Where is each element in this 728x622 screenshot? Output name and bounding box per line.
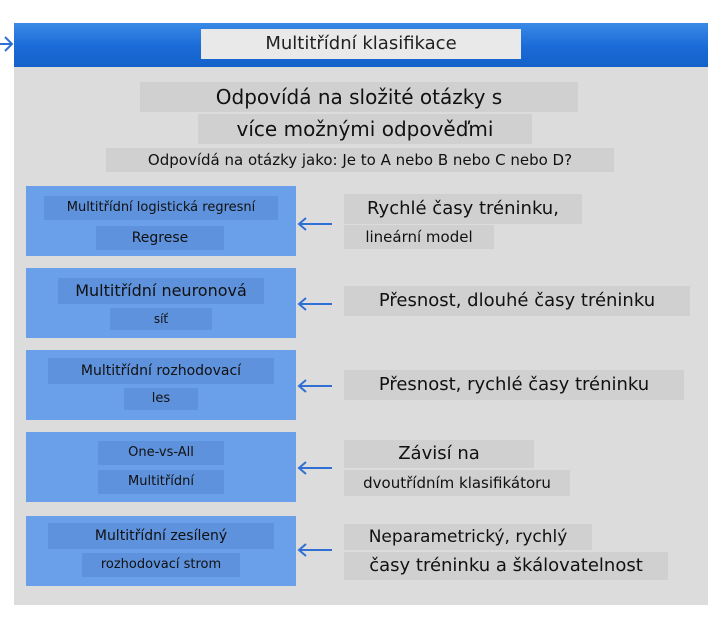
- note-line-1: Přesnost, dlouhé časy tréninku: [344, 286, 690, 316]
- note-line-1: Rychlé časy tréninku,: [344, 194, 582, 224]
- intro-line-1: Odpovídá na složité otázky s: [140, 82, 578, 112]
- arrow-left-icon: [297, 296, 333, 312]
- model-label-line-2: rozhodovací strom: [82, 553, 240, 577]
- model-label-line-1: Multitřídní rozhodovací: [48, 358, 274, 384]
- note-line-1: Závisí na: [344, 440, 534, 468]
- note-line-1: Neparametrický, rychlý: [344, 524, 592, 550]
- intro-line-3: Odpovídá na otázky jako: Je to A nebo B nebo C nebo D?: [106, 148, 614, 172]
- note-line-2: časy tréninku a škálovatelnost: [344, 552, 668, 580]
- model-label-line-2: les: [124, 388, 198, 410]
- model-label-line-2: Regrese: [96, 226, 224, 250]
- model-label-line-2: síť: [110, 308, 212, 330]
- note-line-2: dvoutřídním klasifikátoru: [344, 470, 570, 496]
- arrow-right-icon: [0, 30, 14, 58]
- arrow-left-icon: [297, 460, 333, 476]
- note-line-1: Přesnost, rychlé časy tréninku: [344, 370, 684, 400]
- model-box-decision-forest: [26, 350, 296, 420]
- model-box-one-vs-all: [26, 432, 296, 502]
- arrow-left-icon: [297, 216, 333, 232]
- arrow-left-icon: [297, 378, 333, 394]
- note-line-2: lineární model: [344, 225, 494, 249]
- arrow-left-icon: [297, 542, 333, 558]
- model-label-line-1: Multitřídní zesílený: [48, 523, 274, 549]
- model-box-logistic-regression: [26, 186, 296, 256]
- model-label-line-2: Multitřídní: [98, 470, 224, 494]
- model-label-line-1: One-vs-All: [98, 441, 224, 465]
- model-label-line-1: Multitřídní logistická regresní: [44, 196, 278, 220]
- model-box-neural-network: [26, 268, 296, 338]
- diagram-title: Multitřídní klasifikace: [201, 29, 521, 59]
- model-box-boosted-decision-tree: [26, 516, 296, 586]
- intro-line-2: více možnými odpověďmi: [198, 114, 532, 144]
- model-label-line-1: Multitřídní neuronová: [58, 278, 264, 304]
